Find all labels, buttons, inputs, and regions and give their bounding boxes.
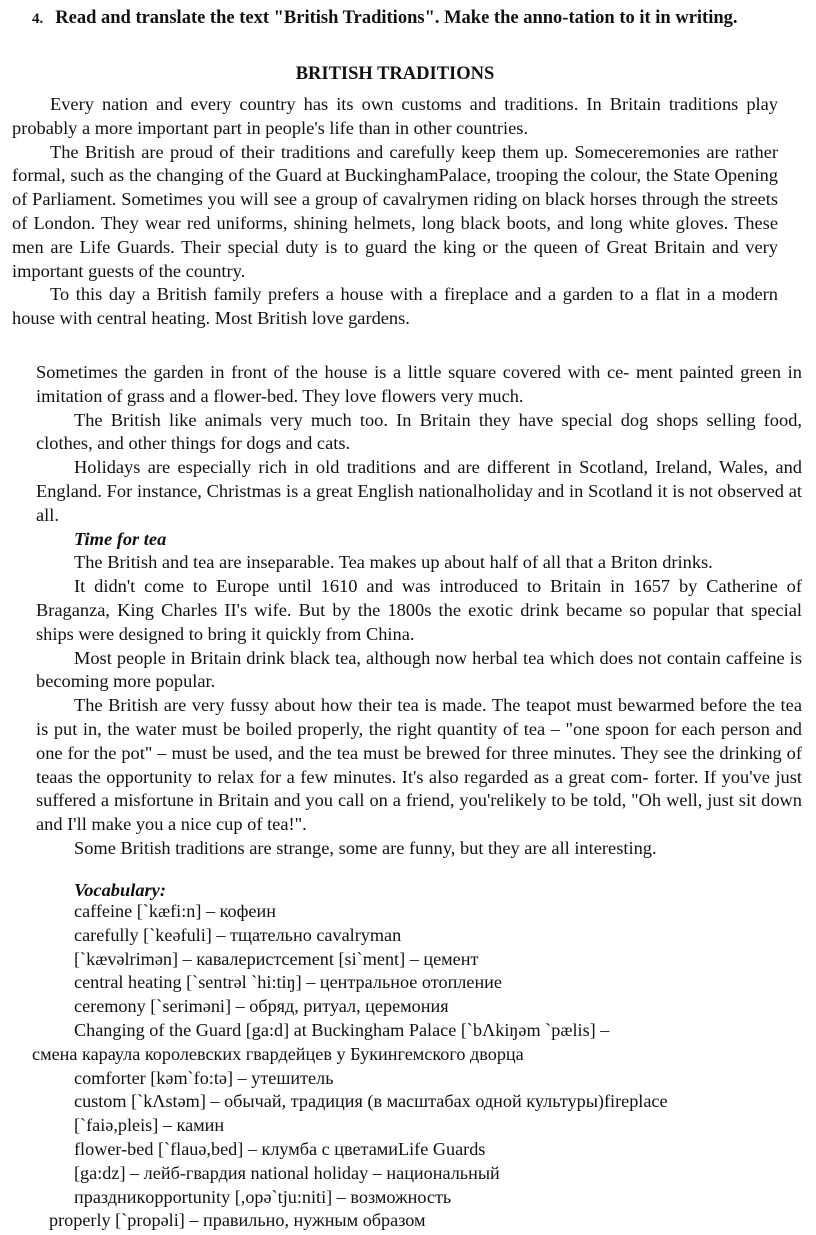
vocabulary-entry: comforter [kəm`fo:tə] – утешитель [74, 1067, 334, 1088]
vocabulary-list [32, 900, 792, 1233]
document-title: BRITISH TRADITIONS [295, 64, 495, 84]
vocabulary-entry: properly [`propəli] – правильно, нужным образом [49, 1210, 426, 1231]
task-instruction [12, 6, 802, 32]
paragraph: Every nation and every country has its own customs and traditions. In Britain traditions play probably a more important part in people's life than in other countries. [12, 94, 778, 138]
vocabulary-entry: central heating [`sentrəl `hi:tiŋ] – центральное отопление [74, 972, 502, 993]
vocabulary-entry: смена караула королевских гвардейцев у Букингемского дворца [32, 1043, 524, 1064]
paragraph: Some British traditions are strange, some are funny, but they are all interesting. [74, 837, 657, 858]
subheading: Time for tea [74, 528, 167, 549]
text-block-intro [12, 93, 778, 331]
text-block-main [36, 361, 802, 861]
vocabulary-entry: carefully [`keəfuli] – тщательно cavalryman [74, 924, 402, 945]
task-text: Read and translate the text "British Traditions". Make the anno-tation to it in writing. [55, 8, 738, 28]
paragraph: The British like animals very much too. In Britain they have special dog shops selling food, clothes, and other things for dogs and cats. [36, 409, 802, 454]
paragraph: Most people in Britain drink black tea, although now herbal tea which does not contain caffeine is becoming more popular. [36, 647, 802, 692]
paragraph: The British are proud of their traditions and carefully keep them up. Someceremonies are rather formal, such as the changing of the Guard at BuckinghamPalace, trooping the colour, the State Opening of Parliament. Sometimes you will see a group of cavalrymen riding on black horses through the streets of London. They wear red uniforms, shining helmets, long black boots, and long white gloves. These men are Life Guards. Their special duty is to guard the king or the queen of Great Britain and very important guests of the country. [12, 141, 778, 281]
vocabulary-entry: caffeine [`kæfi:n] – кофеин [74, 901, 276, 921]
vocabulary-entry: [`faiə,pleis] – камин [74, 1115, 225, 1136]
vocabulary-entry: праздникopportunity [,opə`tju:niti] – возможность [74, 1186, 452, 1207]
vocabulary-entry: [`kævəlrimən] – кавалеристcement [si`ment] – цемент [74, 948, 479, 969]
vocabulary-entry: [ga:dz] – лейб-гвардия national holiday – национальный [74, 1162, 500, 1183]
paragraph: Sometimes the garden in front of the house is a little square covered with ce- ment painted green in imitation of grass and a flower-bed. They love flowers very much. [36, 362, 802, 406]
paragraph: The British are very fussy about how their tea is made. The teapot must bewarmed before the tea is put in, the water must be boiled properly, the right quantity of tea – "one spoon for each person and one for the pot" – must be used, and the tea must be brewed for three minutes. They see the drinking of teaas the opportunity to relax for a few minutes. It's also regarded as a great com- forter. If you've just suffered a misfortune in Britain and you call on a friend, you'relikely to be told, "Oh well, just sit down and I'll make you a nice cup of tea!". [36, 695, 802, 835]
vocabulary-entry: Changing of the Guard [ga:d] at Buckingham Palace [`bΛkiŋəm `pælis] – [74, 1019, 610, 1040]
paragraph: Holidays are especially rich in old traditions and are different in Scotland, Ireland, Wales, and England. For instance, Christmas is a great English nationalholiday and in Scotland it is not observed at all. [36, 457, 802, 525]
vocabulary-entry: ceremony [`seriməni] – обряд, ритуал, церемония [74, 996, 449, 1017]
paragraph: The British and tea are inseparable. Tea makes up about half of all that a Briton drinks. [74, 552, 713, 573]
paragraph: It didn't come to Europe until 1610 and was introduced to Britain in 1657 by Catherine of Braganza, King Charles II's wife. But by the 1800s the exotic drink became so popular that special ships were designed to bring it quickly from China. [36, 576, 802, 644]
vocabulary-entry: flower-bed [`flauə,bed] – клумба с цветамиLife Guards [74, 1138, 486, 1159]
task-number: 4. [32, 11, 44, 27]
paragraph: To this day a British family prefers a house with a fireplace and a garden to a flat in a modern house with central heating. Most British love gardens. [12, 284, 778, 329]
vocabulary-entry: custom [`kΛstəm] – обычай, традиция (в масштабах одной культуры)fireplace [74, 1091, 668, 1112]
vocabulary-title: Vocabulary: [74, 880, 166, 900]
